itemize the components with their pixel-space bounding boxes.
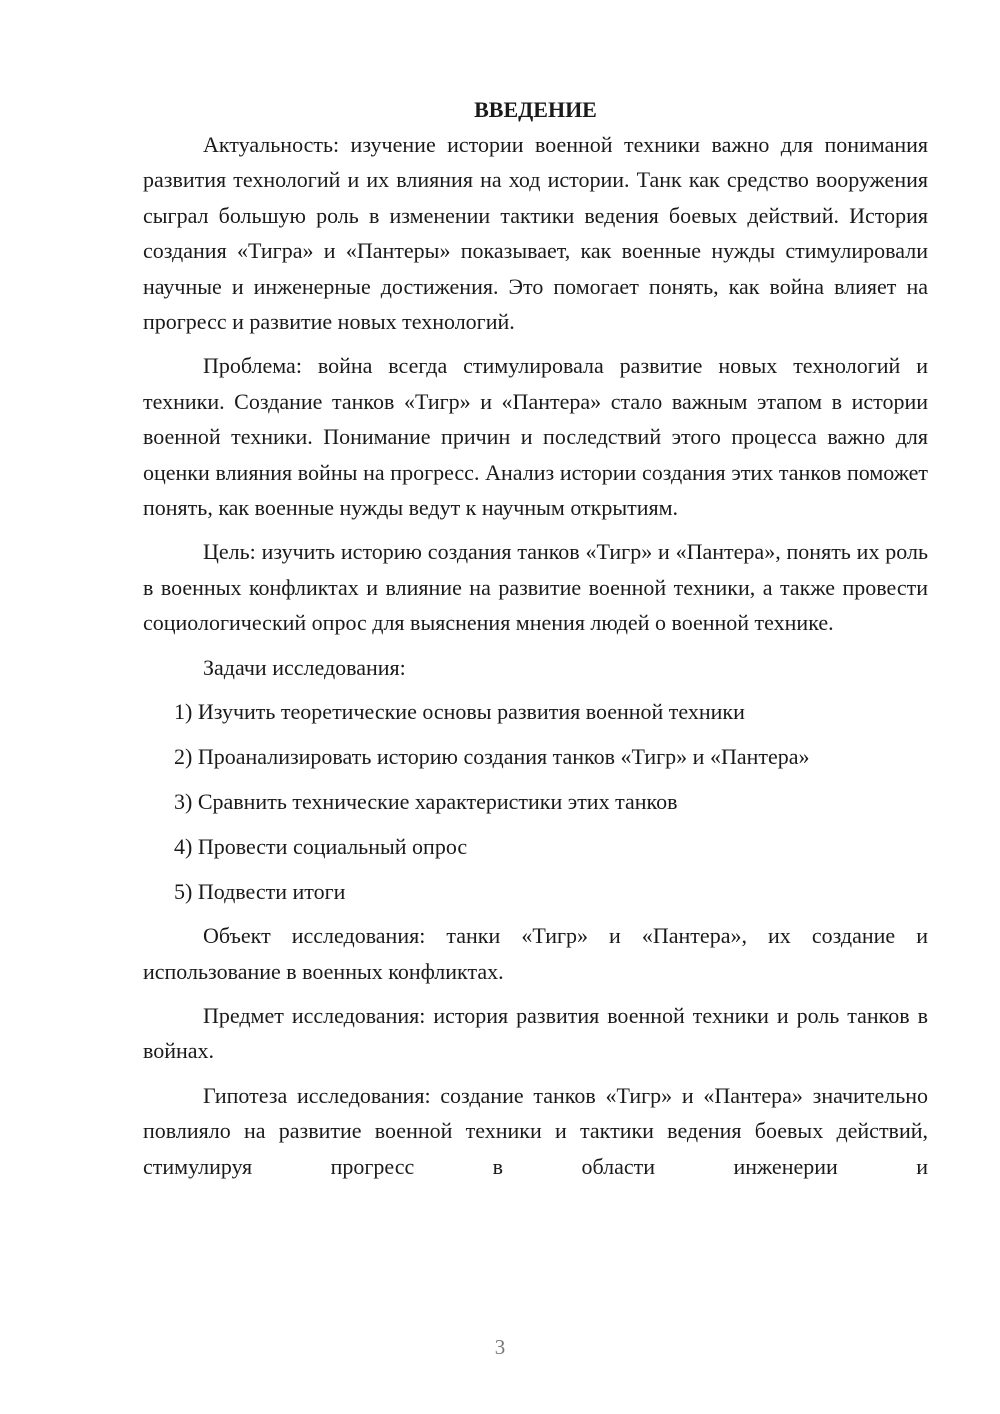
page-title: ВВЕДЕНИЕ [474, 97, 597, 122]
paragraph-subject: Предмет исследования: история развития военной техники и роль танков в войнах. [143, 1002, 928, 1064]
paragraph-object: Объект исследования: танки «Тигр» и «Пантера», их создание и использование в военных конфликтах. [143, 923, 928, 984]
list-item: 5) Подвести итоги [174, 879, 346, 905]
tasks-heading: Задачи исследования: [203, 654, 406, 680]
tasks-list [143, 694, 928, 909]
list-item: 2) Проанализировать историю создания танков «Тигр» и «Пантера» [174, 744, 810, 770]
list-item: 1) Изучить теоретические основы развития военной техники [174, 699, 745, 725]
paragraph-problem: Проблема: война всегда стимулировала развитие новых технологий и техники. Создание танков «Тигр» и «Пантера» стало важным этапом в истории военной техники. Понимание причин и последствий этого процесса важно для оценки влияния войны на прогресс. Анализ истории создания этих танков поможет понять, как военные нужды ведут к научным открытиям. [143, 353, 928, 521]
paragraph-relevance: Актуальность: изучение истории военной техники важно для понимания развития технологий и их влияния на ход истории. Танк как средство вооружения сыграл большую роль в изменении тактики ведения боевых действий. История создания «Тигра» и «Пантеры» показывает, как военные нужды стимулировали научные и инженерные достижения. Это помогает понять, как война влияет на прогресс и развитие новых технологий. [143, 132, 928, 335]
page-number: 3 [494, 1335, 506, 1359]
list-item: 3) Сравнить технические характеристики этих танков [174, 789, 678, 815]
paragraph-goal: Цель: изучить историю создания танков «Тигр» и «Пантера», понять их роль в военных конфликтах и влияние на развитие военной техники, а также провести социологический опрос для выяснения мнения людей о военной технике. [143, 539, 928, 636]
page-content [143, 92, 928, 1193]
list-item: 4) Провести социальный опрос [174, 834, 468, 860]
paragraph-hypothesis: Гипотеза исследования: создание танков «Тигр» и «Пантера» значительно повлияло на развитие военной техники и тактики ведения боевых действий, стимулируя прогресс в области инженерии и [143, 1082, 928, 1179]
